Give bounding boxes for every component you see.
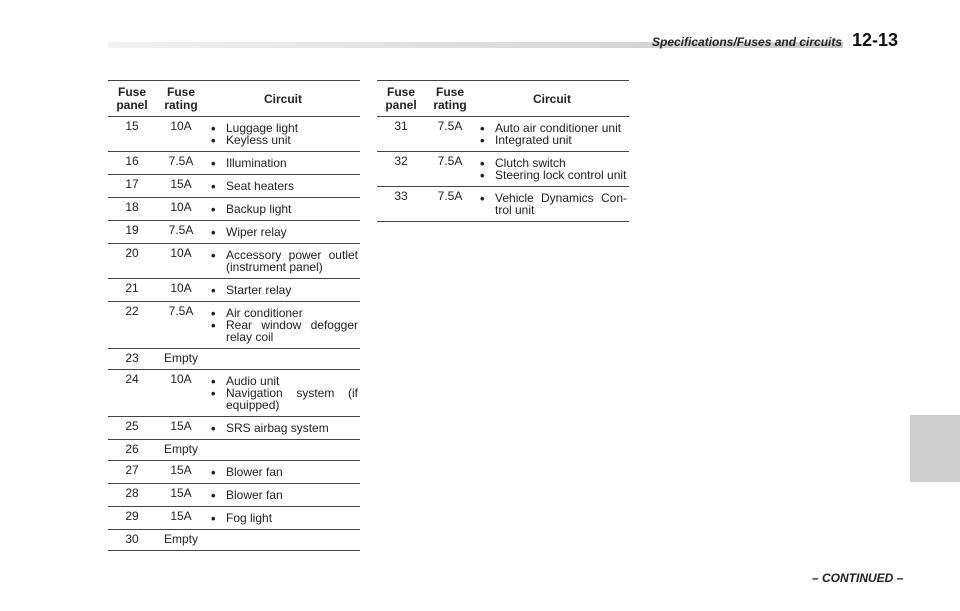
circuit-item: • Backup light bbox=[208, 203, 358, 215]
circuit-item: • SRS airbag system bbox=[208, 422, 358, 434]
fuse-table-right bbox=[377, 80, 629, 222]
circuit-item: • Auto air conditioner unit bbox=[477, 122, 627, 134]
fuse-panel-cell: 29 bbox=[108, 507, 156, 530]
fuse-rating-cell: 15A bbox=[156, 461, 206, 484]
fuse-rating-cell: 7.5A bbox=[425, 117, 475, 152]
circuit-item: • Audio unit bbox=[208, 375, 358, 387]
fuse-rating-cell: 10A bbox=[156, 279, 206, 302]
circuit-cell bbox=[206, 507, 360, 530]
circuit-list bbox=[208, 249, 358, 273]
circuit-item: • Starter relay bbox=[208, 284, 358, 296]
table-row bbox=[108, 117, 360, 152]
table-row bbox=[377, 187, 629, 222]
table-header-row bbox=[377, 81, 629, 117]
circuit-list bbox=[208, 466, 358, 478]
circuit-item: • Navigation system (if equipped) bbox=[208, 387, 358, 411]
fuse-rating-cell: 7.5A bbox=[156, 302, 206, 349]
circuit-cell bbox=[206, 279, 360, 302]
circuit-item: • Seat heaters bbox=[208, 180, 358, 192]
circuit-list bbox=[208, 122, 358, 146]
fuse-rating-cell: Empty bbox=[156, 440, 206, 461]
table-row bbox=[108, 461, 360, 484]
circuit-list bbox=[477, 157, 627, 181]
circuit-item: • Wiper relay bbox=[208, 226, 358, 238]
fuse-panel-cell: 33 bbox=[377, 187, 425, 222]
fuse-rating-cell: 10A bbox=[156, 117, 206, 152]
circuit-header: Circuit bbox=[206, 81, 360, 117]
circuit-item: • Steering lock control unit bbox=[477, 169, 627, 181]
circuit-cell bbox=[206, 117, 360, 152]
fuse-rating-header: Fuse rating bbox=[156, 81, 206, 117]
circuit-item: • Illumination bbox=[208, 157, 358, 169]
circuit-item: • Accessory power outlet (instrument panel) bbox=[208, 249, 358, 273]
fuse-panel-header: Fuse panel bbox=[377, 81, 425, 117]
circuit-cell bbox=[475, 152, 629, 187]
fuse-panel-cell: 15 bbox=[108, 117, 156, 152]
circuit-cell bbox=[206, 349, 360, 370]
circuit-list bbox=[208, 422, 358, 434]
circuit-cell bbox=[206, 221, 360, 244]
circuit-list bbox=[208, 375, 358, 411]
circuit-cell bbox=[206, 302, 360, 349]
circuit-cell bbox=[206, 152, 360, 175]
chapter-tab bbox=[910, 415, 960, 482]
fuse-panel-cell: 21 bbox=[108, 279, 156, 302]
circuit-cell bbox=[206, 461, 360, 484]
fuse-panel-cell: 30 bbox=[108, 530, 156, 551]
circuit-item: • Air conditioner bbox=[208, 307, 358, 319]
fuse-panel-cell: 20 bbox=[108, 244, 156, 279]
fuse-rating-cell: 15A bbox=[156, 417, 206, 440]
circuit-list bbox=[208, 203, 358, 215]
circuit-item: • Rear window defogger relay coil bbox=[208, 319, 358, 343]
table-row bbox=[377, 117, 629, 152]
fuse-panel-cell: 26 bbox=[108, 440, 156, 461]
fuse-panel-header: Fuse panel bbox=[108, 81, 156, 117]
page-number: 12-13 bbox=[852, 30, 899, 50]
fuse-rating-cell: 10A bbox=[156, 198, 206, 221]
continued-note: – CONTINUED – bbox=[812, 571, 904, 585]
fuse-panel-cell: 22 bbox=[108, 302, 156, 349]
section-title: Specifications/Fuses and circuits bbox=[652, 35, 843, 49]
fuse-panel-cell: 16 bbox=[108, 152, 156, 175]
table-row bbox=[108, 370, 360, 417]
circuit-cell bbox=[475, 117, 629, 152]
table-row bbox=[108, 152, 360, 175]
circuit-item: • Vehicle Dynamics Con- trol unit bbox=[477, 192, 627, 216]
circuit-item: • Blower fan bbox=[208, 489, 358, 501]
circuit-list bbox=[477, 192, 627, 216]
table-row bbox=[108, 484, 360, 507]
fuse-rating-cell: 15A bbox=[156, 507, 206, 530]
circuit-list bbox=[208, 489, 358, 501]
circuit-list bbox=[208, 284, 358, 296]
table-row bbox=[108, 175, 360, 198]
fuse-rating-cell: 7.5A bbox=[156, 221, 206, 244]
circuit-item: • Blower fan bbox=[208, 466, 358, 478]
table-row bbox=[108, 302, 360, 349]
circuit-cell bbox=[206, 244, 360, 279]
circuit-header: Circuit bbox=[475, 81, 629, 117]
circuit-list bbox=[208, 226, 358, 238]
circuit-item: • Keyless unit bbox=[208, 134, 358, 146]
table-row bbox=[108, 198, 360, 221]
table-row bbox=[108, 279, 360, 302]
fuse-rating-cell: 10A bbox=[156, 370, 206, 417]
circuit-cell bbox=[206, 484, 360, 507]
circuit-item: • Clutch switch bbox=[477, 157, 627, 169]
table-row bbox=[108, 244, 360, 279]
fuse-rating-cell: Empty bbox=[156, 349, 206, 370]
fuse-rating-cell: 7.5A bbox=[425, 152, 475, 187]
fuse-rating-cell: 15A bbox=[156, 175, 206, 198]
circuit-list bbox=[208, 512, 358, 524]
circuit-list bbox=[208, 157, 358, 169]
fuse-panel-cell: 19 bbox=[108, 221, 156, 244]
fuse-panel-cell: 18 bbox=[108, 198, 156, 221]
fuse-rating-cell: 10A bbox=[156, 244, 206, 279]
table-row bbox=[108, 221, 360, 244]
fuse-panel-cell: 28 bbox=[108, 484, 156, 507]
circuit-cell bbox=[206, 198, 360, 221]
circuit-list bbox=[208, 307, 358, 343]
fuse-panel-cell: 27 bbox=[108, 461, 156, 484]
table-row bbox=[108, 530, 360, 551]
circuit-cell bbox=[206, 530, 360, 551]
fuse-rating-cell: Empty bbox=[156, 530, 206, 551]
circuit-list bbox=[477, 122, 627, 146]
circuit-cell bbox=[206, 440, 360, 461]
circuit-item: • Luggage light bbox=[208, 122, 358, 134]
circuit-item: • Integrated unit bbox=[477, 134, 627, 146]
circuit-cell bbox=[206, 370, 360, 417]
fuse-panel-cell: 32 bbox=[377, 152, 425, 187]
fuse-rating-header: Fuse rating bbox=[425, 81, 475, 117]
circuit-list bbox=[208, 180, 358, 192]
fuse-table-left bbox=[108, 80, 360, 551]
fuse-panel-cell: 23 bbox=[108, 349, 156, 370]
fuse-rating-cell: 7.5A bbox=[425, 187, 475, 222]
table-header-row bbox=[108, 81, 360, 117]
fuse-panel-cell: 17 bbox=[108, 175, 156, 198]
table-row bbox=[108, 440, 360, 461]
fuse-panel-cell: 31 bbox=[377, 117, 425, 152]
circuit-item: • Fog light bbox=[208, 512, 358, 524]
circuit-cell bbox=[206, 175, 360, 198]
fuse-panel-cell: 25 bbox=[108, 417, 156, 440]
table-row bbox=[108, 507, 360, 530]
circuit-cell bbox=[206, 417, 360, 440]
fuse-rating-cell: 7.5A bbox=[156, 152, 206, 175]
fuse-panel-cell: 24 bbox=[108, 370, 156, 417]
table-row bbox=[377, 152, 629, 187]
table-row bbox=[108, 417, 360, 440]
table-row bbox=[108, 349, 360, 370]
fuse-rating-cell: 15A bbox=[156, 484, 206, 507]
circuit-cell bbox=[475, 187, 629, 222]
